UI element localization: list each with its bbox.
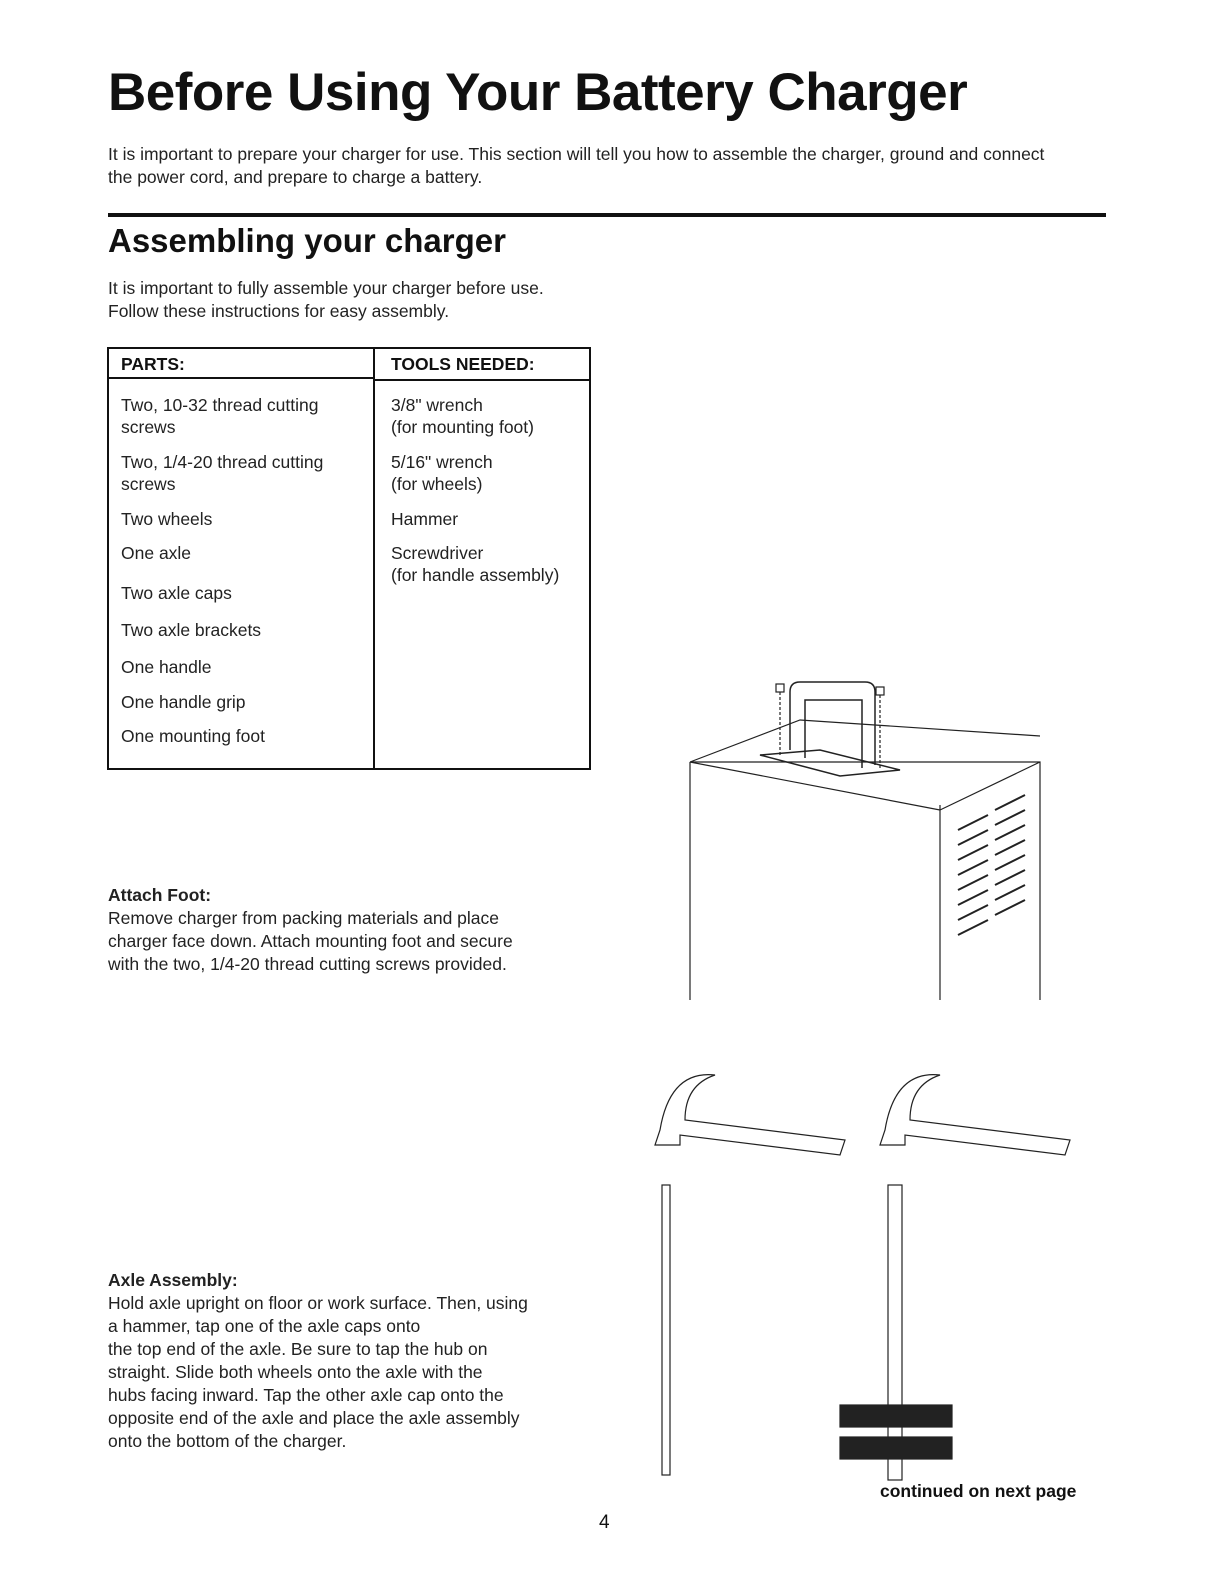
hammer-icon — [655, 1075, 845, 1155]
charger-handle-illustration — [640, 670, 1060, 1010]
parts-item — [121, 451, 323, 495]
cell-line: Two, 1/4-20 thread cutting — [121, 452, 324, 472]
cell-line: One mounting foot — [121, 726, 265, 746]
cell-line: screws — [121, 474, 176, 494]
cell-line: 5/16" wrench — [391, 452, 493, 472]
parts-item — [121, 656, 212, 678]
intro-line: Follow these instructions for easy assembly. — [108, 301, 450, 321]
page-title: Before Using Your Battery Charger — [108, 63, 968, 122]
parts-item — [121, 394, 318, 438]
text-line: Remove charger from packing materials and place — [108, 908, 500, 928]
text-line: onto the bottom of the charger. — [108, 1431, 347, 1451]
cell-line: 3/8" wrench — [391, 395, 483, 415]
cell-line: Screwdriver — [391, 543, 484, 563]
axle-hammer-illustration — [640, 1060, 1100, 1490]
text-line: hubs facing inward. Tap the other axle cap onto the — [108, 1385, 504, 1405]
text-line: Hold axle upright on floor or work surface. Then, using — [108, 1293, 528, 1313]
tools-item — [391, 508, 458, 530]
tools-item — [391, 451, 493, 495]
intro-text: It is important to prepare your charger for use. This section will tell you how to assemble the charger, ground and connect the power cord, and prepare to charge a battery. — [108, 144, 1045, 187]
cell-line: (for mounting foot) — [391, 417, 534, 437]
cell-line: Two axle brackets — [121, 620, 262, 640]
attach-foot-section — [108, 884, 513, 976]
text-line: opposite end of the axle and place the axle assembly — [108, 1408, 520, 1428]
parts-item — [121, 582, 232, 604]
column-divider — [373, 349, 375, 768]
cell-line: Two wheels — [121, 509, 213, 529]
text-line: a hammer, tap one of the axle caps onto — [108, 1316, 421, 1336]
page-number: 4 — [599, 1512, 610, 1533]
cell-line: One axle — [121, 543, 192, 563]
continued-label: continued on next page — [880, 1481, 1077, 1501]
cell-line: One handle — [121, 657, 212, 677]
cell-line: (for wheels) — [391, 474, 483, 494]
text-line: straight. Slide both wheels onto the axle with the — [108, 1362, 483, 1382]
section-divider — [108, 213, 1106, 217]
parts-item — [121, 542, 191, 564]
axle-assembly-title: Axle Assembly: — [108, 1270, 238, 1290]
text-line: charger face down. Attach mounting foot and secure — [108, 931, 513, 951]
section-title: Assembling your charger — [108, 222, 506, 259]
tools-item — [391, 542, 559, 586]
cell-line: Two axle caps — [121, 583, 232, 603]
parts-item — [121, 508, 212, 530]
axle-icon — [888, 1185, 902, 1480]
parts-item — [121, 691, 246, 713]
axle-icon — [662, 1185, 670, 1475]
section-intro — [108, 277, 544, 323]
attach-foot-title: Attach Foot: — [108, 885, 212, 905]
cell-line: Two, 10-32 thread cutting — [121, 395, 319, 415]
parts-header: PARTS: — [109, 349, 373, 379]
parts-tools-table — [107, 347, 591, 770]
cell-line: One handle grip — [121, 692, 246, 712]
axle-assembly-section — [108, 1269, 528, 1453]
parts-item — [121, 725, 265, 747]
intro-line: It is important to fully assemble your charger before use. — [108, 278, 544, 298]
hammer-icon — [880, 1075, 1070, 1155]
parts-item — [121, 619, 261, 641]
text-line: the top end of the axle. Be sure to tap the hub on — [108, 1339, 488, 1359]
cell-line: screws — [121, 417, 176, 437]
tools-header: TOOLS NEEDED: — [375, 349, 589, 381]
cell-line: Hammer — [391, 509, 459, 529]
tools-item — [391, 394, 534, 438]
cell-line: (for handle assembly) — [391, 565, 560, 585]
text-line: with the two, 1/4-20 thread cutting screws provided. — [108, 954, 507, 974]
